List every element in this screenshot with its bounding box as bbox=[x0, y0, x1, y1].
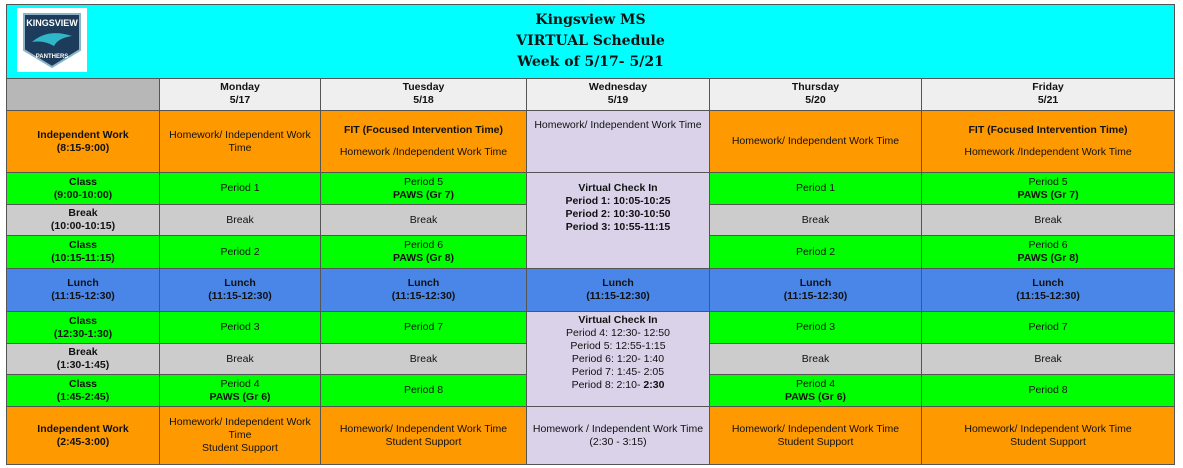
day-header-thursday bbox=[710, 79, 922, 111]
cell-mon-independent: Homework/ Independent Work Time bbox=[160, 111, 321, 173]
row-time: (1:30-1:45) bbox=[56, 359, 110, 371]
logo-subtext: PANTHERS bbox=[35, 54, 69, 60]
day-date: 5/17 bbox=[229, 94, 251, 106]
fit-label: FIT (Focused Intervention Time) bbox=[343, 124, 504, 136]
cell-tue-period-8: Period 8 bbox=[321, 375, 527, 407]
cell-wed-independent: Homework/ Independent Work Time bbox=[527, 111, 710, 173]
cell-thu-period-1: Period 1 bbox=[710, 173, 922, 205]
independent-label: Homework/ Independent Work Time bbox=[169, 416, 311, 441]
cell-thu-break: Break bbox=[710, 205, 922, 236]
row-label: Break bbox=[68, 207, 98, 219]
schedule-table bbox=[6, 4, 1175, 465]
day-name: Friday bbox=[1032, 81, 1064, 93]
school-title: Kingsview MS bbox=[535, 12, 646, 28]
cell-mon-period-1: Period 1 bbox=[160, 173, 321, 205]
cell-mon-lunch bbox=[160, 269, 321, 312]
lunch-time: (11:15-12:30) bbox=[783, 290, 848, 302]
cell-tue-fit bbox=[321, 111, 527, 173]
paws-label: PAWS (Gr 6) bbox=[784, 390, 847, 403]
period-label: Period 5 bbox=[403, 175, 444, 188]
support-label: Student Support bbox=[1010, 435, 1086, 448]
day-date: 5/18 bbox=[413, 94, 434, 106]
lunch-time: (11:15-12:30) bbox=[1016, 290, 1080, 302]
day-date: 5/20 bbox=[805, 94, 826, 106]
cell-tue-lunch bbox=[321, 269, 527, 312]
independent-label: Homework/ Independent Work Time bbox=[964, 422, 1132, 435]
row-label: Lunch bbox=[67, 277, 99, 289]
support-label: Student Support bbox=[385, 435, 462, 448]
support-label: Student Support bbox=[202, 442, 278, 454]
checkin-line: Period 2: 10:30-10:50 bbox=[565, 207, 671, 220]
period-label: Period 4 bbox=[795, 377, 836, 390]
cell-fri-lunch bbox=[922, 269, 1175, 312]
row-time: (10:00-10:15) bbox=[50, 220, 116, 232]
cell-wed-checkin-pm bbox=[527, 312, 710, 407]
logo-text: KINGSVIEW bbox=[26, 18, 78, 28]
cell-fri-break: Break bbox=[922, 205, 1175, 236]
cell-mon-period-2: Period 2 bbox=[160, 236, 321, 269]
row-time: (12:30-1:30) bbox=[53, 327, 113, 340]
cell-tue-break: Break bbox=[321, 205, 527, 236]
row-time: (1:45-2:45) bbox=[56, 390, 110, 403]
cell-tue-period-7: Period 7 bbox=[321, 312, 527, 344]
cell-thu-period-4 bbox=[710, 375, 922, 407]
row-time: (10:15-11:15) bbox=[51, 252, 115, 264]
checkin-line-last bbox=[527, 379, 709, 392]
paws-label: PAWS (Gr 8) bbox=[1017, 252, 1079, 264]
checkin-line: Period 4: 12:30- 12:50 bbox=[566, 327, 670, 339]
lunch-time: (11:15-12:30) bbox=[391, 290, 456, 302]
cell-thu-lunch bbox=[710, 269, 922, 312]
lunch-label: Lunch bbox=[224, 277, 256, 289]
day-date: 5/21 bbox=[1037, 94, 1059, 106]
cell-fri-break-2: Break bbox=[922, 344, 1175, 375]
cell-tue-break-2: Break bbox=[321, 344, 527, 375]
fit-label: FIT (Focused Intervention Time) bbox=[968, 124, 1128, 136]
cell-tue-period-5 bbox=[321, 173, 527, 205]
checkin-title: Virtual Check In bbox=[578, 181, 658, 194]
lunch-label: Lunch bbox=[799, 277, 832, 289]
cell-thu-break-2: Break bbox=[710, 344, 922, 375]
cell-thu-period-3: Period 3 bbox=[710, 312, 922, 344]
lunch-label: Lunch bbox=[1032, 277, 1064, 289]
row-label-class-3 bbox=[7, 312, 160, 344]
cell-tue-independent-pm bbox=[321, 407, 527, 465]
row-label: Independent Work bbox=[37, 128, 129, 141]
checkin-line: Period 5: 12:55-1:15 bbox=[570, 340, 666, 352]
row-label-independent-work-am bbox=[7, 111, 160, 173]
row-label-break-2 bbox=[7, 344, 160, 375]
cell-thu-independent-pm bbox=[710, 407, 922, 465]
paws-label: PAWS (Gr 7) bbox=[392, 188, 455, 201]
row-time: (9:00-10:00) bbox=[53, 188, 113, 201]
cell-mon-independent-pm bbox=[160, 407, 321, 465]
cell-fri-independent-pm bbox=[922, 407, 1175, 465]
independent-label: Homework/ Independent Work Time bbox=[339, 422, 508, 435]
day-name: Wednesday bbox=[588, 81, 648, 93]
independent-label: Homework / Independent Work Time bbox=[532, 422, 704, 435]
cell-fri-period-7: Period 7 bbox=[922, 312, 1175, 344]
independent-label: Homework/ Independent Work Time bbox=[731, 422, 900, 435]
paws-label: PAWS (Gr 6) bbox=[209, 390, 271, 403]
corner-cell bbox=[7, 79, 160, 111]
period-label: Period 6 bbox=[1028, 239, 1068, 251]
cell-fri-period-6 bbox=[922, 236, 1175, 269]
row-label-class-4 bbox=[7, 375, 160, 407]
checkin-line: Period 7: 1:45- 2:05 bbox=[571, 366, 665, 378]
checkin-line: Period 3: 10:55-11:15 bbox=[565, 220, 671, 233]
cell-mon-period-4 bbox=[160, 375, 321, 407]
cell-fri-period-8: Period 8 bbox=[922, 375, 1175, 407]
period-label: Period 6 bbox=[403, 239, 444, 251]
lunch-time: (11:15-12:30) bbox=[208, 290, 272, 302]
week-label: Week of 5/17- 5/21 bbox=[517, 54, 664, 70]
row-label-independent-work-pm bbox=[7, 407, 160, 465]
cell-wed-lunch bbox=[527, 269, 710, 312]
day-header-tuesday bbox=[321, 79, 527, 111]
day-header-wednesday bbox=[527, 79, 710, 111]
time-range-label: (2:30 - 3:15) bbox=[589, 435, 647, 448]
checkin-line: Period 6: 1:20- 1:40 bbox=[571, 353, 665, 365]
day-name: Tuesday bbox=[402, 81, 445, 93]
row-time: (2:45-3:00) bbox=[56, 435, 110, 448]
checkin-title: Virtual Check In bbox=[578, 314, 658, 326]
paws-label: PAWS (Gr 7) bbox=[1017, 188, 1079, 201]
independent-label: Homework /Independent Work Time bbox=[964, 146, 1132, 158]
row-label: Class bbox=[68, 239, 98, 251]
school-logo bbox=[17, 8, 87, 72]
lunch-label: Lunch bbox=[407, 277, 440, 289]
row-label: Class bbox=[68, 314, 98, 327]
row-label: Break bbox=[68, 346, 98, 358]
cell-tue-period-6 bbox=[321, 236, 527, 269]
cell-wed-independent-pm bbox=[527, 407, 710, 465]
support-label: Student Support bbox=[777, 435, 854, 448]
cell-wed-checkin-am bbox=[527, 173, 710, 269]
cell-mon-break-2: Break bbox=[160, 344, 321, 375]
row-label: Independent Work bbox=[37, 422, 129, 435]
day-header-friday bbox=[922, 79, 1175, 111]
lunch-label: Lunch bbox=[602, 277, 634, 289]
cell-thu-independent: Homework/ Independent Work Time bbox=[710, 111, 922, 173]
checkin-line: Period 1: 10:05-10:25 bbox=[565, 194, 671, 207]
row-label-lunch bbox=[7, 269, 160, 312]
period-label: Period 5 bbox=[1028, 175, 1068, 188]
row-label-class-2 bbox=[7, 236, 160, 269]
cell-mon-break: Break bbox=[160, 205, 321, 236]
lunch-time: (11:15-12:30) bbox=[586, 290, 650, 302]
independent-label: Homework /Independent Work Time bbox=[339, 146, 508, 158]
row-label: Class bbox=[68, 175, 98, 188]
cell-mon-period-3: Period 3 bbox=[160, 312, 321, 344]
row-time: (8:15-9:00) bbox=[56, 141, 110, 154]
checkin-last-prefix: Period 8: 2:10- bbox=[571, 379, 644, 391]
cell-fri-period-5 bbox=[922, 173, 1175, 205]
cell-thu-period-2: Period 2 bbox=[710, 236, 922, 269]
period-label: Period 4 bbox=[220, 377, 260, 390]
cell-fri-fit bbox=[922, 111, 1175, 173]
checkin-last-end: 2:30 bbox=[643, 379, 665, 391]
schedule-subtitle: VIRTUAL Schedule bbox=[516, 33, 665, 49]
row-label-break-1 bbox=[7, 205, 160, 236]
day-header-monday bbox=[160, 79, 321, 111]
row-label: Class bbox=[68, 377, 98, 390]
row-time: (11:15-12:30) bbox=[51, 290, 115, 302]
row-label-class-1 bbox=[7, 173, 160, 205]
paws-label: PAWS (Gr 8) bbox=[392, 252, 455, 264]
day-date: 5/19 bbox=[607, 94, 629, 106]
schedule-header bbox=[7, 5, 1175, 79]
day-name: Monday bbox=[220, 81, 260, 93]
day-name: Thursday bbox=[791, 81, 840, 93]
